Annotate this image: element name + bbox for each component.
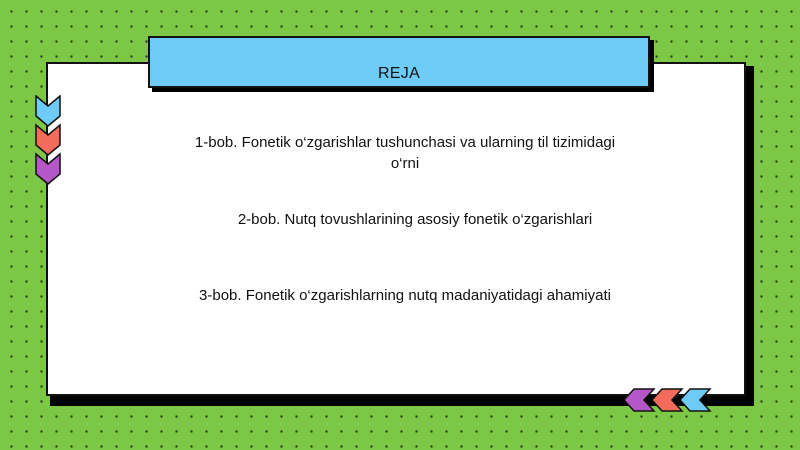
left-chevron-decoration [34, 95, 62, 187]
right-chevron-decoration [622, 387, 716, 415]
chevron-down-icon [36, 154, 60, 184]
plan-item-1: 1-bob. Fonetik o‘zgarishlar tushunchasi va ularning til tizimidagi o‘rni [194, 134, 616, 172]
title-bar [148, 36, 650, 88]
plan-item-3: 3-bob. Fonetik o‘zgarishlarning nutq madaniyatidagi ahamiyati [199, 287, 611, 304]
chevron-left-icon [652, 389, 682, 411]
chevron-down-icon [36, 96, 60, 126]
slide-title: REJA [377, 64, 421, 82]
chevron-left-icon [624, 389, 654, 411]
chevron-down-icon [36, 125, 60, 155]
plan-item-2: 2-bob. Nutq tovushlarining asosiy fonetik o‘zgarishlari [237, 211, 593, 228]
chevron-left-icon [680, 389, 710, 411]
